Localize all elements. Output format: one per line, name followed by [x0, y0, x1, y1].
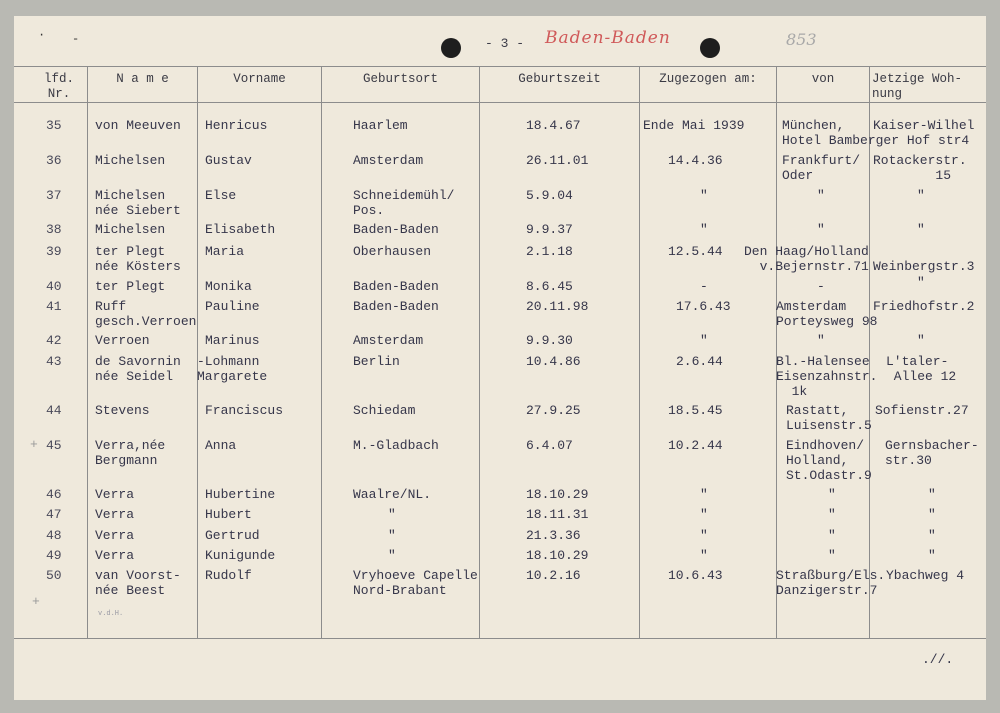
cell-name: Michelsen née Siebert	[95, 188, 181, 218]
cell-wohnung: Sofienstr.27	[875, 403, 969, 418]
cell-nr: 36	[46, 153, 62, 168]
cell-wohnung: Rotackerstr. 15	[873, 153, 967, 183]
header-name: N a m e	[116, 72, 169, 86]
table-bottom-rule	[14, 638, 986, 639]
cell-wohnung: Friedhofstr.2	[873, 299, 975, 314]
cell-name: de Savornin née Seidel	[95, 354, 181, 384]
cell-name: Verra	[95, 487, 135, 502]
cell-name: von Meeuven	[95, 118, 181, 133]
cell-von: "	[817, 222, 825, 237]
cell-wohnung: Ybachweg 4	[886, 568, 965, 583]
cell-von: Eindhoven/ Holland, St.Odastr.9	[786, 438, 872, 483]
cell-geburtszeit: 18.10.29	[526, 548, 589, 563]
cell-von: Straßburg/Els. Danzigerstr.7	[776, 568, 886, 598]
cell-geburtszeit: 18.10.29	[526, 487, 589, 502]
cell-zugezogen: 10.6.43	[668, 568, 723, 583]
cell-wohnung: L'taler- Allee 12	[886, 354, 957, 384]
column-divider	[197, 66, 198, 638]
continuation-mark: .//.	[922, 652, 954, 667]
column-divider	[87, 66, 88, 638]
cell-wohnung: Kaiser-Wilhel	[873, 118, 975, 133]
cell-zugezogen: 17.6.43	[676, 299, 731, 314]
cell-geburtsort: "	[388, 528, 396, 543]
cell-name: van Voorst- née Beest	[95, 568, 181, 598]
cell-wohnung: "	[917, 188, 925, 203]
cell-nr: 45	[46, 438, 62, 453]
cell-vorname: Monika	[205, 279, 252, 294]
margin-cross-mark: +	[30, 437, 38, 452]
cell-geburtsort: Amsterdam	[353, 333, 424, 348]
cell-zugezogen: "	[700, 528, 708, 543]
cell-geburtszeit: 9.9.30	[526, 333, 573, 348]
cell-wohnung: "	[928, 487, 936, 502]
cell-geburtsort: Haarlem	[353, 118, 408, 133]
cell-geburtsort: Oberhausen	[353, 244, 432, 259]
cell-von: Rastatt, Luisenstr.5	[786, 403, 872, 433]
cell-wohnung: "	[928, 548, 936, 563]
cell-geburtszeit: 8.6.45	[526, 279, 573, 294]
punch-hole-right	[700, 38, 720, 58]
column-divider	[869, 66, 870, 638]
header-bottom-rule	[14, 102, 986, 103]
cell-geburtszeit: 10.4.86	[526, 354, 581, 369]
cell-wohnung: "	[917, 333, 925, 348]
cell-vorname: Gustav	[205, 153, 252, 168]
cell-vorname: Kunigunde	[205, 548, 276, 563]
cell-geburtszeit: 27.9.25	[526, 403, 581, 418]
cell-geburtsort: Baden-Baden	[353, 222, 439, 237]
cell-name: ter Plegt née Kösters	[95, 244, 181, 274]
cell-geburtszeit: 2.1.18	[526, 244, 573, 259]
cell-name: Verroen	[95, 333, 150, 348]
cell-von: München, Hotel Bamberger Hof str4	[782, 118, 970, 148]
cell-nr: 50	[46, 568, 62, 583]
cell-vorname: Maria	[205, 244, 245, 259]
cell-von: -	[817, 279, 825, 294]
cell-wohnung: "	[928, 507, 936, 522]
cell-geburtsort: Schneidemühl/ Pos.	[353, 188, 455, 218]
cell-von: "	[828, 487, 836, 502]
cell-geburtsort: M.-Gladbach	[353, 438, 439, 453]
cell-nr: 38	[46, 222, 62, 237]
margin-cross-mark: +	[32, 594, 40, 609]
cell-geburtsort: Baden-Baden	[353, 299, 439, 314]
cell-nr: 40	[46, 279, 62, 294]
cell-wohnung: "	[928, 528, 936, 543]
column-divider	[639, 66, 640, 638]
cell-geburtszeit: 5.9.04	[526, 188, 573, 203]
handwritten-city-title: Baden-Baden	[545, 28, 671, 48]
cell-zugezogen: 10.2.44	[668, 438, 723, 453]
cell-zugezogen: "	[700, 487, 708, 502]
cell-vorname: Franciscus	[205, 403, 284, 418]
cell-name: Michelsen	[95, 153, 166, 168]
cell-vorname: Anna	[205, 438, 237, 453]
cell-zugezogen: "	[700, 507, 708, 522]
cell-zugezogen: 14.4.36	[668, 153, 723, 168]
cell-vorname: Marinus	[205, 333, 260, 348]
cell-von: "	[828, 528, 836, 543]
cell-vorname: Else	[205, 188, 237, 203]
cell-zugezogen: 12.5.44	[668, 244, 723, 259]
cell-vorname: Hubert	[205, 507, 252, 522]
cell-geburtsort: Berlin	[353, 354, 400, 369]
header-nr: lfd. Nr.	[43, 72, 74, 101]
cell-wohnung: "	[917, 222, 925, 237]
cell-geburtszeit: 26.11.01	[526, 153, 589, 168]
cell-wohnung: Gernsbacher- str.30	[885, 438, 979, 468]
cell-vorname: Rudolf	[205, 568, 252, 583]
cell-zugezogen: "	[700, 548, 708, 563]
cell-name: Verra	[95, 548, 135, 563]
header-geburtszeit: Geburtszeit	[518, 72, 601, 86]
cell-von: "	[828, 548, 836, 563]
cell-geburtsort: Schiedam	[353, 403, 416, 418]
punch-hole-left	[441, 38, 461, 58]
cell-vorname: Hubertine	[205, 487, 276, 502]
stray-dot: ·	[38, 28, 46, 42]
cell-geburtsort: Vryhoeve Capelle Nord-Brabant	[353, 568, 478, 598]
header-zugezogen: Zugezogen am:	[659, 72, 757, 86]
cell-von: Frankfurt/ Oder	[782, 153, 861, 183]
cell-geburtsort: Waalre/NL.	[353, 487, 432, 502]
cell-name: Michelsen	[95, 222, 166, 237]
cell-name: Verra	[95, 507, 135, 522]
cell-von: "	[828, 507, 836, 522]
cell-geburtszeit: 10.2.16	[526, 568, 581, 583]
cell-geburtszeit: 9.9.37	[526, 222, 573, 237]
cell-zugezogen: "	[700, 333, 708, 348]
cell-geburtsort: "	[388, 507, 396, 522]
cell-von: "	[817, 188, 825, 203]
cell-nr: 41	[46, 299, 62, 314]
table-top-rule	[14, 66, 986, 67]
cell-geburtsort: Baden-Baden	[353, 279, 439, 294]
cell-vorname: Elisabeth	[205, 222, 276, 237]
page-number: - 3 -	[485, 36, 525, 51]
cell-vorname: Gertrud	[205, 528, 260, 543]
cell-vorname: Henricus	[205, 118, 268, 133]
cell-von: Bl.-Halensee Eisenzahnstr. 1k	[776, 354, 878, 399]
cell-zugezogen: -	[700, 279, 708, 294]
cell-wohnung: "	[917, 275, 925, 290]
cell-geburtszeit: 21.3.36	[526, 528, 581, 543]
cell-name: Ruff gesch.Verroen	[95, 299, 197, 329]
cell-nr: 42	[46, 333, 62, 348]
cell-nr: 49	[46, 548, 62, 563]
cell-zugezogen: "	[700, 222, 708, 237]
header-von: von	[811, 72, 835, 86]
cell-von: Amsterdam Porteysweg 98	[776, 299, 878, 329]
cell-geburtszeit: 18.11.31	[526, 507, 589, 522]
header-geburtsort: Geburtsort	[362, 72, 438, 86]
column-divider	[479, 66, 480, 638]
cell-geburtsort: "	[388, 548, 396, 563]
pencil-note: 853	[786, 30, 817, 49]
column-divider	[321, 66, 322, 638]
cell-von: "	[817, 333, 825, 348]
cell-zugezogen: "	[700, 188, 708, 203]
cell-nr: 46	[46, 487, 62, 502]
column-divider	[776, 66, 777, 638]
cell-nr: 44	[46, 403, 62, 418]
cell-nr: 35	[46, 118, 62, 133]
cell-nr: 48	[46, 528, 62, 543]
cell-zugezogen: Ende Mai 1939	[643, 118, 745, 133]
cell-geburtszeit: 6.4.07	[526, 438, 573, 453]
cell-name: ter Plegt	[95, 279, 166, 294]
cell-name: Verra,née Bergmann	[95, 438, 166, 468]
cell-nr: 37	[46, 188, 62, 203]
cell-geburtszeit: 20.11.98	[526, 299, 589, 314]
cell-name: Stevens	[95, 403, 150, 418]
cell-name: Verra	[95, 528, 135, 543]
cell-zugezogen: 18.5.45	[668, 403, 723, 418]
cell-nr: 39	[46, 244, 62, 259]
cell-geburtsort: Amsterdam	[353, 153, 424, 168]
cell-zugezogen: 2.6.44	[676, 354, 723, 369]
cell-von: Den Haag/Holland v.Bejernstr.71	[744, 244, 869, 274]
cell-nr: 47	[46, 507, 62, 522]
cell-geburtszeit: 18.4.67	[526, 118, 581, 133]
stray-dash: -	[72, 32, 80, 46]
header-vorname: Vorname	[233, 72, 286, 86]
cell-vorname: -Lohmann Margarete	[197, 354, 268, 384]
cell-wohnung: Weinbergstr.3	[873, 259, 975, 274]
header-wohnung: Jetzige Woh- nung	[872, 72, 963, 101]
tiny-annotation: v.d.H.	[98, 610, 124, 618]
cell-vorname: Pauline	[205, 299, 260, 314]
cell-nr: 43	[46, 354, 62, 369]
